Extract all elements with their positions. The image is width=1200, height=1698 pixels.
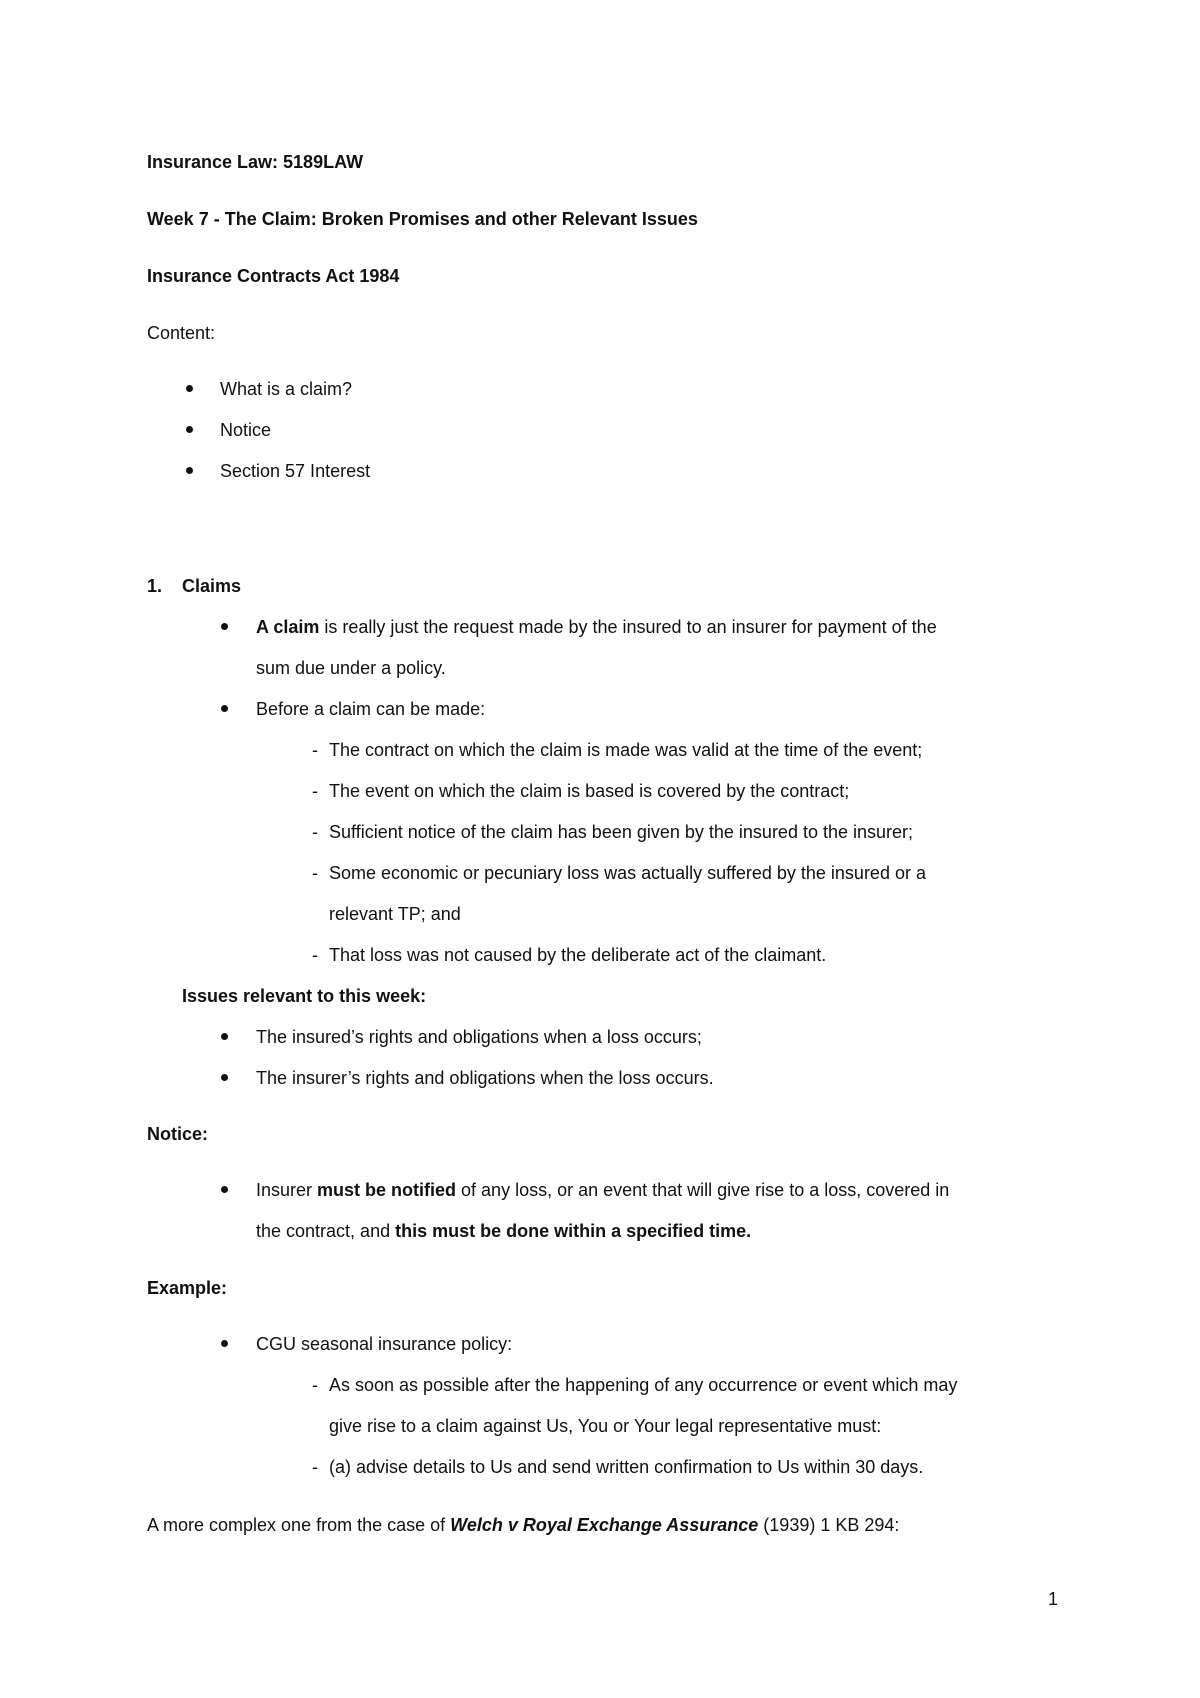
dash-marker: -: [312, 863, 318, 883]
claim-term: A claim: [256, 617, 320, 637]
bullet-icon: [221, 1074, 228, 1081]
bullet-icon: [186, 426, 193, 433]
dash-marker: -: [312, 1375, 318, 1395]
bullet-icon: [186, 467, 193, 474]
claim-definition-continued: sum due under a policy.: [256, 658, 446, 678]
notice-emphasis: must be notified: [317, 1180, 457, 1200]
example-line-continued: give rise to a claim against Us, You or Your legal representative must:: [329, 1416, 882, 1436]
act-title: Insurance Contracts Act 1984: [147, 266, 400, 286]
closing-text: A more complex one from the case of: [147, 1515, 451, 1535]
notice-text: the contract, and: [256, 1221, 396, 1241]
closing-citation: (1939) 1 KB 294:: [758, 1515, 900, 1535]
condition-item-continued: relevant TP; and: [329, 904, 461, 924]
bullet-icon: [221, 1186, 228, 1193]
course-title: Insurance Law: 5189LAW: [147, 152, 364, 172]
week-title: Week 7 - The Claim: Broken Promises and other Relevant Issues: [147, 209, 698, 229]
notice-emphasis: this must be done within a specified time.: [395, 1221, 752, 1241]
notice-label: Notice:: [147, 1124, 209, 1144]
bullet-icon: [221, 1340, 228, 1347]
issue-item: The insured’s rights and obligations when a loss occurs;: [256, 1027, 702, 1047]
bullet-icon: [221, 1033, 228, 1040]
closing-line: [147, 1513, 899, 1537]
dash-marker: -: [312, 822, 318, 842]
dash-marker: -: [312, 781, 318, 801]
notice-text: Insurer: [256, 1180, 318, 1200]
claim-definition-line: [256, 615, 937, 639]
condition-item: The event on which the claim is based is covered by the contract;: [329, 781, 850, 801]
notice-line-1: [256, 1178, 949, 1202]
bullet-icon: [221, 705, 228, 712]
dash-marker: -: [312, 740, 318, 760]
condition-item: Some economic or pecuniary loss was actually suffered by the insured or a: [329, 863, 926, 883]
bullet-icon: [186, 385, 193, 392]
example-policy: CGU seasonal insurance policy:: [256, 1334, 513, 1354]
example-line: As soon as possible after the happening of any occurrence or event which may: [329, 1375, 958, 1395]
claim-definition-text: is really just the request made by the insured to an insurer for payment of the: [319, 617, 937, 637]
dash-marker: -: [312, 945, 318, 965]
issue-item: The insurer’s rights and obligations when the loss occurs.: [256, 1068, 714, 1088]
example-label: Example:: [147, 1278, 228, 1298]
contents-item: Notice: [220, 420, 272, 440]
condition-item: Sufficient notice of the claim has been given by the insured to the insurer;: [329, 822, 914, 842]
bullet-icon: [221, 623, 228, 630]
section-number: 1.: [147, 576, 163, 596]
condition-item: The contract on which the claim is made was valid at the time of the event;: [329, 740, 923, 760]
condition-item: That loss was not caused by the deliberate act of the claimant.: [329, 945, 827, 965]
page-number: 1: [1048, 1589, 1059, 1609]
section-heading: Claims: [182, 576, 242, 596]
contents-item: Section 57 Interest: [220, 461, 371, 481]
contents-item: What is a claim?: [220, 379, 353, 399]
issues-label: Issues relevant to this week:: [182, 986, 427, 1006]
dash-marker: -: [312, 1457, 318, 1477]
notice-line-2: [256, 1219, 751, 1243]
contents-label: Content:: [147, 323, 216, 343]
example-line: (a) advise details to Us and send written confirmation to Us within 30 days.: [329, 1457, 924, 1477]
before-claim-text: Before a claim can be made:: [256, 699, 486, 719]
notice-text: of any loss, or an event that will give rise to a loss, covered in: [456, 1180, 950, 1200]
case-name: Welch v Royal Exchange Assurance: [450, 1515, 759, 1535]
